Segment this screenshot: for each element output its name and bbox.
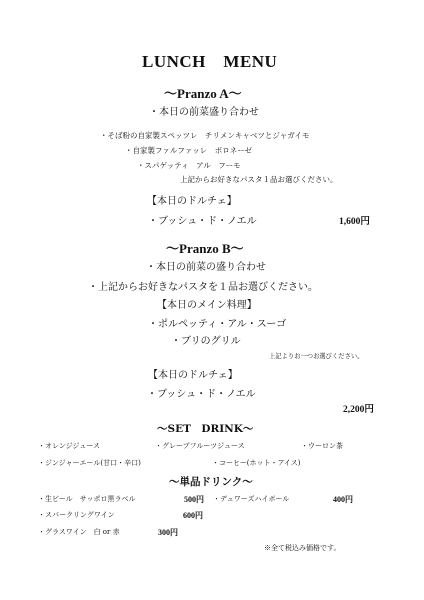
single-drink-name: ・デュワーズハイボール: [213, 495, 290, 503]
pranzo-a-dolce-label: 【本日のドルチェ】: [147, 196, 237, 207]
single-drink-price: 600円: [183, 511, 203, 520]
pranzo-a-price: 1,600円: [339, 217, 370, 227]
single-drink-name: ・生ビール サッポロ黒ラベル: [38, 495, 136, 503]
single-drink-price: 300円: [158, 528, 178, 537]
pranzo-b-main-option: ・ブリのグリル: [171, 336, 241, 347]
pranzo-b-antipasto: ・本日の前菜の盛り合わせ: [146, 262, 266, 273]
set-drink-heading: ～SET DRINK～: [157, 423, 254, 435]
pranzo-a-pasta-option: ・スパゲッティ アル フーモ: [137, 161, 241, 170]
pranzo-b-heading: ～Pranzo B～: [166, 241, 244, 256]
pranzo-b-main-label: 【本日のメイン料理】: [157, 300, 257, 311]
single-drink-name: ・グラスワイン 白 or 赤: [38, 528, 120, 536]
set-drink-item: ・コーヒー(ホット・アイス): [212, 459, 301, 467]
pranzo-a-pasta-note: 上記からお好きなパスタ１品お選びください。: [180, 175, 338, 184]
tax-note: ※全て税込み価格です。: [264, 544, 341, 552]
single-drink-price: 400円: [333, 495, 353, 504]
set-drink-item: ・オレンジジュース: [38, 442, 100, 450]
single-drink-heading: ～単品ドリンク～: [169, 476, 253, 488]
pranzo-b-dolce-item: ・ブッシュ・ド・ノエル: [147, 389, 256, 400]
single-drink-price: 500円: [184, 495, 204, 504]
pranzo-a-pasta-option: ・そば粉の自家製スペッツレ チリメンキャベツとジャガイモ: [100, 131, 310, 140]
set-drink-item: ・グレープフルーツジュース: [155, 442, 245, 450]
pranzo-b-price: 2,200円: [343, 405, 374, 415]
single-drink-name: ・スパークリングワイン: [38, 511, 115, 519]
menu-title: LUNCH MENU: [142, 52, 278, 71]
set-drink-item: ・ジンジャーエール(甘口・辛口): [38, 459, 141, 467]
pranzo-a-heading: ～Pranzo A～: [164, 86, 242, 101]
pranzo-a-dolce-item: ・ブッシュ・ド・ノエル: [148, 216, 257, 227]
pranzo-a-pasta-option: ・自家製ファルファッレ ボロネーゼ: [125, 146, 253, 155]
pranzo-a-antipasto: ・本日の前菜盛り合わせ: [149, 107, 259, 118]
pranzo-b-main-note: 上記よりお一つお選びください。: [269, 353, 364, 360]
pranzo-b-pasta-note: ・上記からお好きなパスタを１品お選びください。: [88, 282, 318, 293]
pranzo-b-dolce-label: 【本日のドルチェ】: [148, 370, 238, 381]
pranzo-b-main-option: ・ポルペッティ・アル・スーゴ: [148, 319, 287, 330]
set-drink-item: ・ウーロン茶: [301, 442, 343, 450]
